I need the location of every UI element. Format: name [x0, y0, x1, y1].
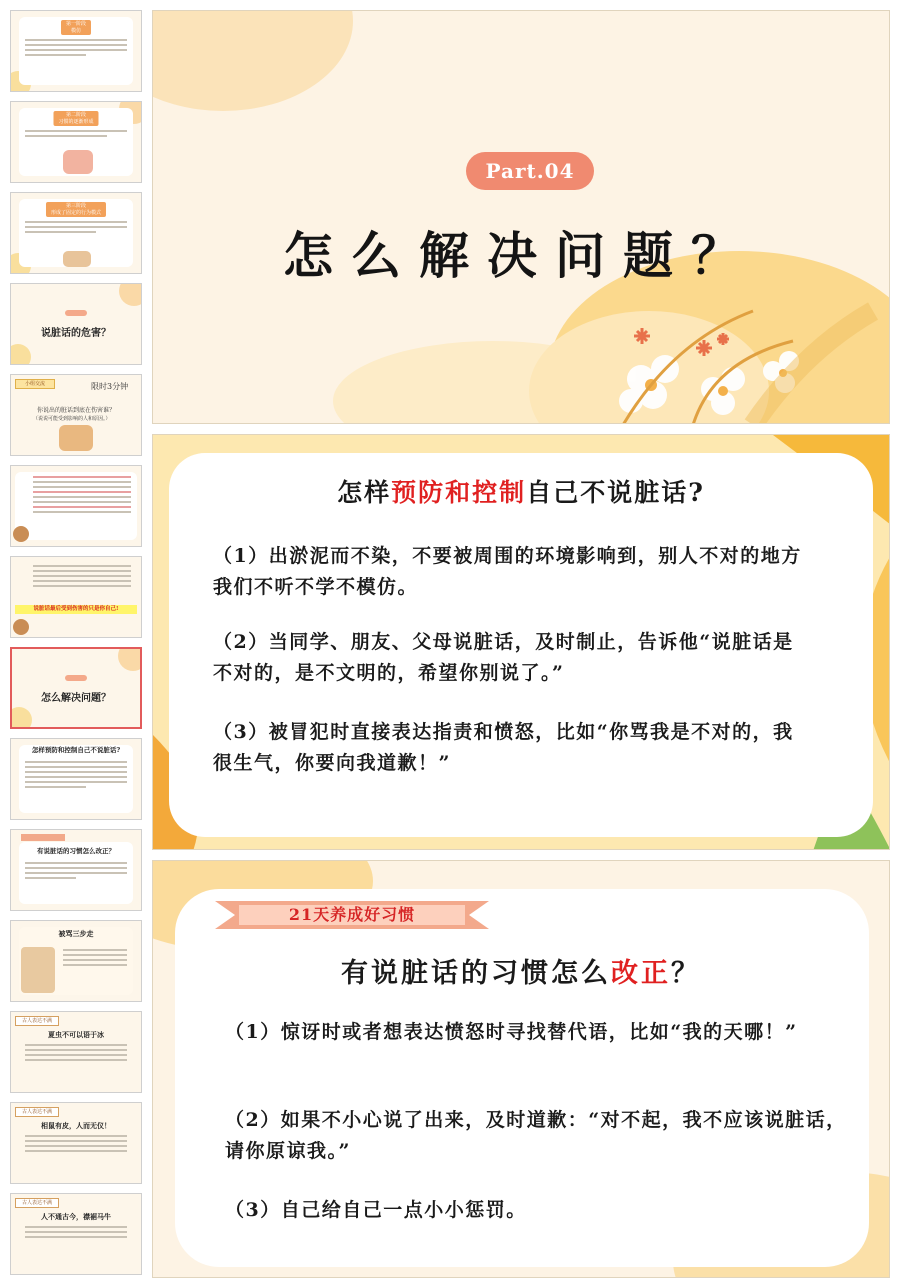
correction-item-1: （1）惊讶时或者想表达愤怒时寻找替代语，比如“我的天哪！”: [225, 1021, 798, 1043]
thumb-tag: 第二阶段 习惯的逐渐形成: [53, 111, 98, 126]
thumb-text-lines: [25, 761, 127, 791]
children-illustration: [63, 251, 91, 267]
slide-thumbnail-4[interactable]: [10, 283, 142, 365]
section-title: 怎么解决问题？: [283, 226, 759, 285]
slide-thumbnail-5[interactable]: [10, 374, 142, 456]
title-text: 怎样: [337, 478, 392, 507]
thumb-text-lines: [25, 862, 127, 882]
thumb-text-lines: [33, 476, 131, 516]
slide-prevention: [152, 434, 890, 850]
slide-thumbnail-8[interactable]: [10, 647, 142, 729]
part-label-pill: Part.04: [466, 152, 594, 190]
scene-illustration: [21, 947, 55, 993]
slide-thumbnail-6[interactable]: [10, 465, 142, 547]
thumb-title: 怎么解决问题？: [41, 693, 111, 704]
slide-title: [153, 951, 889, 990]
slide-thumbnail-12[interactable]: [10, 1011, 142, 1093]
flower-decoration: [10, 344, 31, 365]
thumb-box-label: 古人表达不满: [15, 1107, 59, 1117]
thumb-tag: 第一阶段 模仿: [61, 20, 91, 35]
slide-correction: [152, 860, 890, 1278]
thumb-line: （说说可能受到影响的人和原因。）: [33, 416, 111, 422]
title-highlight: 改正: [611, 958, 671, 989]
thumb-tag: 第三阶段 形成了固定的行为模式: [46, 202, 106, 217]
thumb-text-lines: [25, 39, 127, 59]
thumb-title: 人不通古今，襟裾马牛: [41, 1212, 111, 1221]
children-illustration: [63, 150, 93, 174]
thumb-title: 说脏话的危害？: [41, 328, 111, 339]
thumb-text-lines: [25, 1135, 127, 1155]
thumb-text-lines: [25, 1226, 127, 1241]
slide-thumbnail-3[interactable]: [10, 192, 142, 274]
prevention-item-1: （1）出淤泥而不染，不要被周围的环境影响到，别人不对的地方我们不听不学不模仿。: [213, 545, 802, 598]
title-text: 有说脏话的习惯怎么: [341, 958, 611, 989]
slide-thumbnail-11[interactable]: [10, 920, 142, 1002]
slide-thumbnail-7[interactable]: [10, 556, 142, 638]
part-pill: [65, 675, 87, 681]
slide-thumbnail-1[interactable]: [10, 10, 142, 92]
flower-decoration: [118, 647, 142, 671]
slide-thumbnail-rail: [0, 0, 148, 1286]
highlight-banner: 说脏话最后受到伤害的只是你自己!: [15, 605, 137, 614]
thumb-title: 相鼠有皮，人而无仪！: [41, 1121, 111, 1130]
thumb-text-lines: [25, 130, 127, 140]
thumb-ribbon: [21, 834, 65, 841]
thumb-title: 有说脏话的习惯怎么改正？: [37, 847, 115, 855]
thumb-title: 怎样预防和控制自己不说脏话?: [31, 746, 121, 754]
hedgehog-illustration: [13, 619, 29, 635]
slide-thumbnail-2[interactable]: [10, 101, 142, 183]
title-highlight: 预防和控制: [391, 478, 527, 507]
time-limit-label: 限时3分钟: [91, 382, 129, 391]
thumb-text-lines: [63, 949, 127, 969]
hedgehog-illustration: [13, 526, 29, 542]
slide-thumbnail-14[interactable]: [10, 1193, 142, 1275]
thumb-text-lines: [25, 221, 127, 236]
thumb-badge: 小组交流: [15, 379, 55, 389]
ribbon-label: 21天养成好习惯: [288, 905, 416, 924]
prevention-item-3: （3）被冒犯时直接表达指责和愤怒，比如“你骂我是不对的，我很生气，你要向我道歉！”: [213, 721, 794, 774]
part-pill: [65, 310, 87, 316]
prevention-item-2: （2）当同学、朋友、父母说脏话，及时制止，告诉他“说脏话是不对的，是不文明的，希望你别说了。”: [213, 631, 794, 684]
flower-decoration: [119, 283, 142, 306]
thumb-box-label: 古人表达不满: [15, 1016, 59, 1026]
correction-item-2: （2）如果不小心说了出来，及时道歉：“对不起，我不应该说脏话，请你原谅我。”: [225, 1109, 847, 1162]
slide-thumbnail-10[interactable]: [10, 829, 142, 911]
thumb-text-lines: [33, 565, 131, 590]
thumb-box-label: 古人表达不满: [15, 1198, 59, 1208]
flower-decoration: [10, 707, 32, 729]
title-text: ？: [671, 958, 701, 989]
correction-item-3: （3）自己给自己一点小小惩罚。: [225, 1199, 527, 1221]
slide-section-title: [152, 10, 890, 424]
thumb-title: 被骂三步走: [58, 929, 94, 938]
slide-thumbnail-13[interactable]: [10, 1102, 142, 1184]
thumb-line: 你说出的脏话到底在伤害谁？: [37, 407, 116, 414]
thumb-text-lines: [25, 1044, 127, 1064]
thumb-title: 夏虫不可以语于冰: [48, 1030, 104, 1039]
children-illustration: [59, 425, 93, 451]
slide-title: [153, 473, 889, 509]
slide-thumbnail-9[interactable]: [10, 738, 142, 820]
title-text: 自己不说脏话?: [526, 478, 705, 507]
